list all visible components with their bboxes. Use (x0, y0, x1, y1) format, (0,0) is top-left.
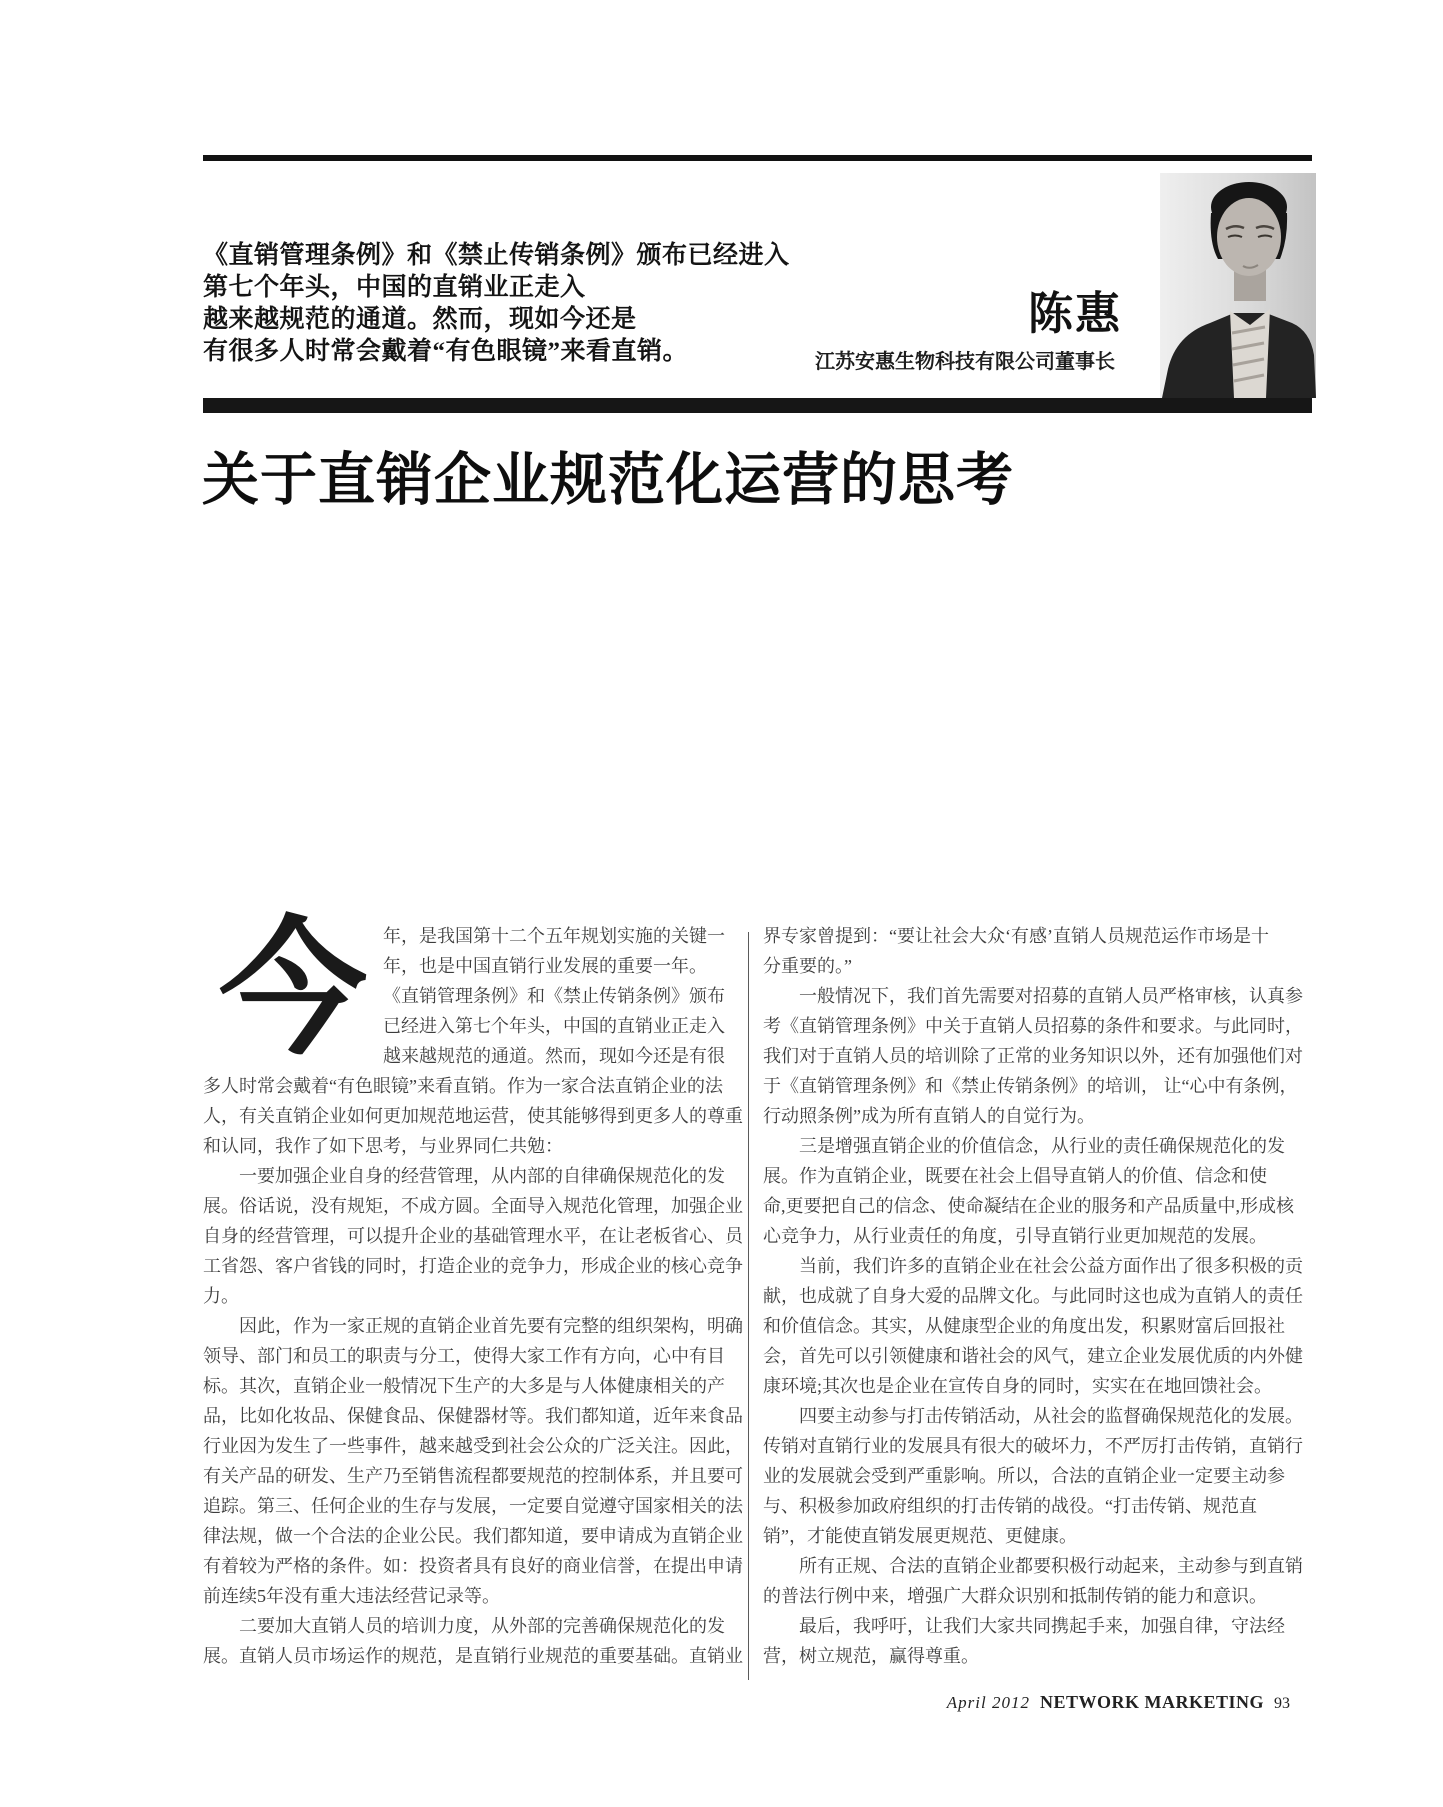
text-line: 二要加大直销人员的培训力度，从外部的完善确保规范化的发 (203, 1616, 725, 1636)
text-line: 传销对直销行业的发展具有很大的破坏力，不严厉打击传销，直销行 (763, 1436, 1303, 1456)
footer-magazine-name: NETWORK MARKETING (1039, 1692, 1264, 1712)
text-line: 界专家曾提到：“要让社会大众‘有感’直销人员规范运作市场是十 (763, 926, 1269, 946)
text-line: 当前，我们许多的直销企业在社会公益方面作出了很多积极的贡 (763, 1256, 1303, 1276)
article-column-right (763, 921, 1303, 1671)
text-line: 一般情况下，我们首先需要对招募的直销人员严格审核，认真参 (763, 986, 1303, 1006)
text-line: 工省怨、客户省钱的同时，打造企业的竞争力，形成企业的核心竞争 (203, 1256, 743, 1276)
text-line: 最后，我呼吁，让我们大家共同携起手来，加强自律，守法经 (763, 1616, 1285, 1636)
article-title: 关于直销企业规范化运营的思考 (202, 449, 1014, 512)
text-line: 命,更要把自己的信念、使命凝结在企业的服务和产品质量中,形成核 (763, 1196, 1294, 1216)
text-line: 和价值信念。其实，从健康型企业的角度出发，积累财富后回报社 (763, 1316, 1285, 1336)
text-line: 因此，作为一家正规的直销企业首先要有完整的组织架构，明确 (203, 1316, 743, 1336)
text-line: 的普法行例中来，增强广大群众识别和抵制传销的能力和意识。 (763, 1586, 1267, 1606)
drop-cap: 今 (219, 909, 367, 1073)
text-line: 与、积极参加政府组织的打击传销的战役。“打击传销、规范直 (763, 1496, 1257, 1516)
text-line: 一要加强企业自身的经营管理，从内部的自律确保规范化的发 (203, 1166, 725, 1186)
text-line: 律法规，做一个合法的企业公民。我们都知道，要申请成为直销企业 (203, 1526, 743, 1546)
text-line: 越来越规范的通道。然而，现如今还是有很 (383, 1046, 725, 1066)
text-line: 三是增强直销企业的价值信念，从行业的责任确保规范化的发 (763, 1136, 1285, 1156)
text-line: 献，也成就了自身大爱的品牌文化。与此同时这也成为直销人的责任 (763, 1286, 1303, 1306)
text-line: 展。俗话说，没有规矩，不成方圆。全面导入规范化管理，加强企业 (203, 1196, 743, 1216)
text-line: 有着较为严格的条件。如：投资者具有良好的商业信誉，在提出申请 (203, 1556, 743, 1576)
text-line: 展。作为直销企业，既要在社会上倡导直销人的价值、信念和使 (763, 1166, 1267, 1186)
text-line: 销”，才能使直销发展更规范、更健康。 (763, 1526, 1077, 1546)
text-line: 行业因为发生了一些事件，越来越受到社会公众的广泛关注。因此， (203, 1436, 743, 1456)
text-line: 前连续5年没有重大违法经营记录等。 (203, 1586, 500, 1606)
text-line: 自身的经营管理，可以提升企业的基础管理水平，在让老板省心、员 (203, 1226, 743, 1246)
text-line: 康环境;其次也是企业在宣传自身的同时，实实在在地回馈社会。 (763, 1376, 1272, 1396)
text-line: 追踪。第三、任何企业的生存与发展，一定要自觉遵守国家相关的法 (203, 1496, 743, 1516)
page-footer (947, 1692, 1290, 1713)
text-line: 《直销管理条例》和《禁止传销条例》颁布 (383, 986, 725, 1006)
footer-page-number: 93 (1274, 1695, 1290, 1712)
author-photo (1160, 173, 1316, 398)
column-divider (748, 932, 749, 1680)
text-line: 越来越规范的通道。然而，现如今还是 (203, 306, 637, 333)
text-line: 心竞争力，从行业责任的角度，引导直销行业更加规范的发展。 (763, 1226, 1267, 1246)
intro-paragraph (203, 240, 790, 368)
author-name: 陈惠 (1028, 289, 1123, 339)
author-title: 江苏安惠生物科技有限公司董事长 (815, 351, 1115, 373)
text-line: 和认同，我作了如下思考，与业界同仁共勉： (203, 1136, 563, 1156)
text-line: 有很多人时常会戴着“有色眼镜”来看直销。 (203, 338, 689, 365)
text-line: 年，也是中国直销行业发展的重要一年。 (383, 956, 707, 976)
text-line: 业的发展就会受到严重影响。所以，合法的直销企业一定要主动参 (763, 1466, 1285, 1486)
text-line: 领导、部门和员工的职责与分工，使得大家工作有方向，心中有目 (203, 1346, 725, 1366)
top-rule (203, 155, 1312, 161)
text-line: 力。 (203, 1286, 239, 1306)
text-line: 品，比如化妆品、保健食品、保健器材等。我们都知道，近年来食品 (203, 1406, 743, 1426)
text-line: 已经进入第七个年头，中国的直销业正走入 (383, 1016, 725, 1036)
text-line: 会，首先可以引领健康和谐社会的风气，建立企业发展优质的内外健 (763, 1346, 1303, 1366)
text-line: 四要主动参与打击传销活动，从社会的监督确保规范化的发展。 (763, 1406, 1303, 1426)
section-divider-bar (203, 398, 1312, 413)
text-line: 《直销管理条例》和《禁止传销条例》颁布已经进入 (203, 242, 790, 269)
footer-date: April 2012 (946, 1693, 1030, 1712)
portrait-illustration (1160, 173, 1316, 398)
text-line: 人，有关直销企业如何更加规范地运营，使其能够得到更多人的尊重 (203, 1106, 743, 1126)
text-line: 营，树立规范，赢得尊重。 (763, 1646, 979, 1666)
text-line: 有关产品的研发、生产乃至销售流程都要规范的控制体系，并且要可 (203, 1466, 743, 1486)
text-line: 所有正规、合法的直销企业都要积极行动起来，主动参与到直销 (763, 1556, 1303, 1576)
article-column-left (203, 909, 748, 1671)
text-line: 分重要的。” (763, 956, 852, 976)
text-line: 年，是我国第十二个五年规划实施的关键一 (383, 926, 725, 946)
text-line: 第七个年头，中国的直销业正走入 (203, 274, 586, 301)
text-line: 展。直销人员市场运作的规范，是直销行业规范的重要基础。直销业 (203, 1646, 743, 1666)
text-line: 多人时常会戴着“有色眼镜”来看直销。作为一家合法直销企业的法 (203, 1076, 723, 1096)
text-line: 标。其次，直销企业一般情况下生产的大多是与人体健康相关的产 (203, 1376, 725, 1396)
text-line: 于《直销管理条例》和《禁止传销条例》的培训， 让“心中有条例， (763, 1076, 1298, 1096)
text-line: 我们对于直销人员的培训除了正常的业务知识以外，还有加强他们对 (763, 1046, 1303, 1066)
text-line: 考《直销管理条例》中关于直销人员招募的条件和要求。与此同时， (763, 1016, 1303, 1036)
text-line: 行动照条例”成为所有直销人的自觉行为。 (763, 1106, 1095, 1126)
